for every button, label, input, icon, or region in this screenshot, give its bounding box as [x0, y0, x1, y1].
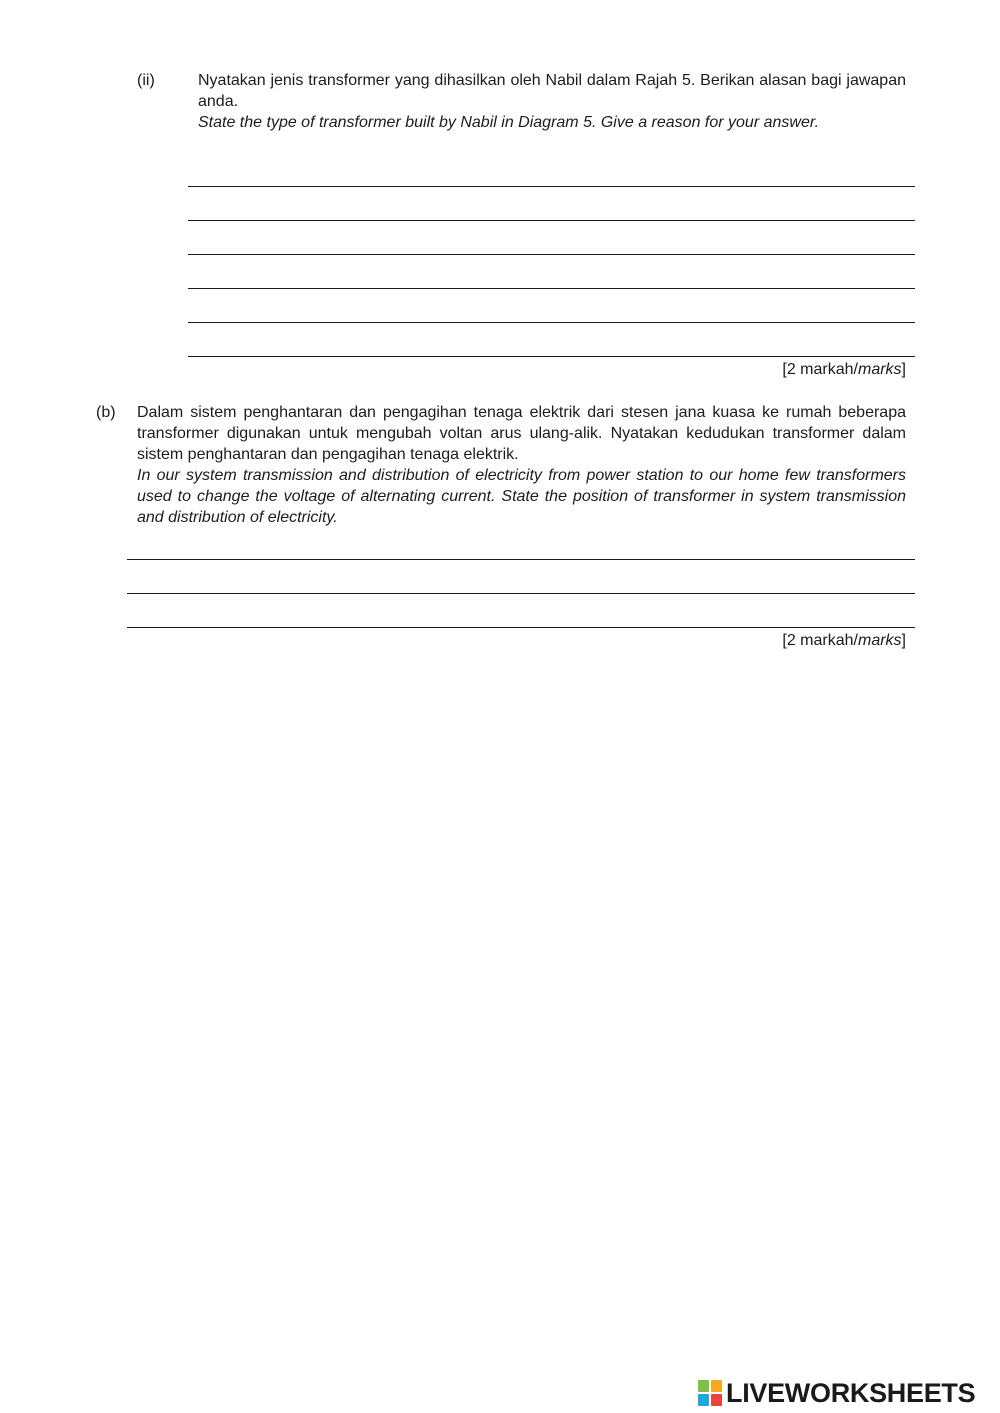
marks-suffix: ] — [901, 632, 906, 649]
answer-line[interactable] — [188, 288, 915, 289]
logo-square-icon — [698, 1380, 709, 1392]
liveworksheets-logo — [698, 1378, 975, 1408]
liveworksheets-brand-text: LIVEWORKSHEETS — [726, 1377, 976, 1408]
marks-label-ii — [782, 360, 906, 380]
question-text-ii — [198, 70, 906, 133]
question-b-english: In our system transmission and distribution of electricity from power station to our home few transformers used to change the voltage of alternating current. State the position of transformer in system transmission and distribution of electricity. — [137, 467, 906, 526]
marks-prefix: [2 markah/ — [782, 632, 858, 649]
answer-line[interactable] — [127, 627, 915, 628]
question-ii-english: State the type of transformer built by Nabil in Diagram 5. Give a reason for your answer. — [198, 114, 820, 131]
logo-square-icon — [711, 1394, 722, 1406]
liveworksheets-logo-icon — [698, 1380, 722, 1406]
answer-line[interactable] — [127, 559, 915, 560]
question-number-b: (b) — [96, 404, 116, 421]
marks-suffix: ] — [901, 361, 906, 378]
answer-area-b[interactable] — [127, 559, 915, 631]
answer-line[interactable] — [188, 254, 915, 255]
answer-line[interactable] — [188, 356, 915, 357]
answer-area-ii[interactable] — [188, 186, 915, 358]
logo-square-icon — [698, 1394, 709, 1406]
logo-square-icon — [711, 1380, 722, 1392]
question-ii-malay: Nyatakan jenis transformer yang dihasilkan oleh Nabil dalam Rajah 5. Berikan alasan bagi jawapan anda. — [198, 72, 906, 110]
marks-prefix: [2 markah/ — [782, 361, 858, 378]
question-number-ii: (ii) — [137, 72, 155, 89]
answer-line[interactable] — [188, 322, 915, 323]
answer-line[interactable] — [127, 593, 915, 594]
marks-english: marks — [857, 632, 902, 649]
question-text-b — [137, 402, 906, 528]
marks-english: marks — [857, 361, 902, 378]
answer-line[interactable] — [188, 186, 915, 187]
answer-line[interactable] — [188, 220, 915, 221]
marks-label-b — [782, 631, 906, 651]
question-b-malay: Dalam sistem penghantaran dan pengagihan tenaga elektrik dari stesen jana kuasa ke rumah beberapa transformer digunakan untuk mengubah voltan arus ulang-alik. Nyatakan kedudukan transformer dalam sistem penghantaran dan pengagihan tenaga elektrik. — [137, 404, 906, 463]
